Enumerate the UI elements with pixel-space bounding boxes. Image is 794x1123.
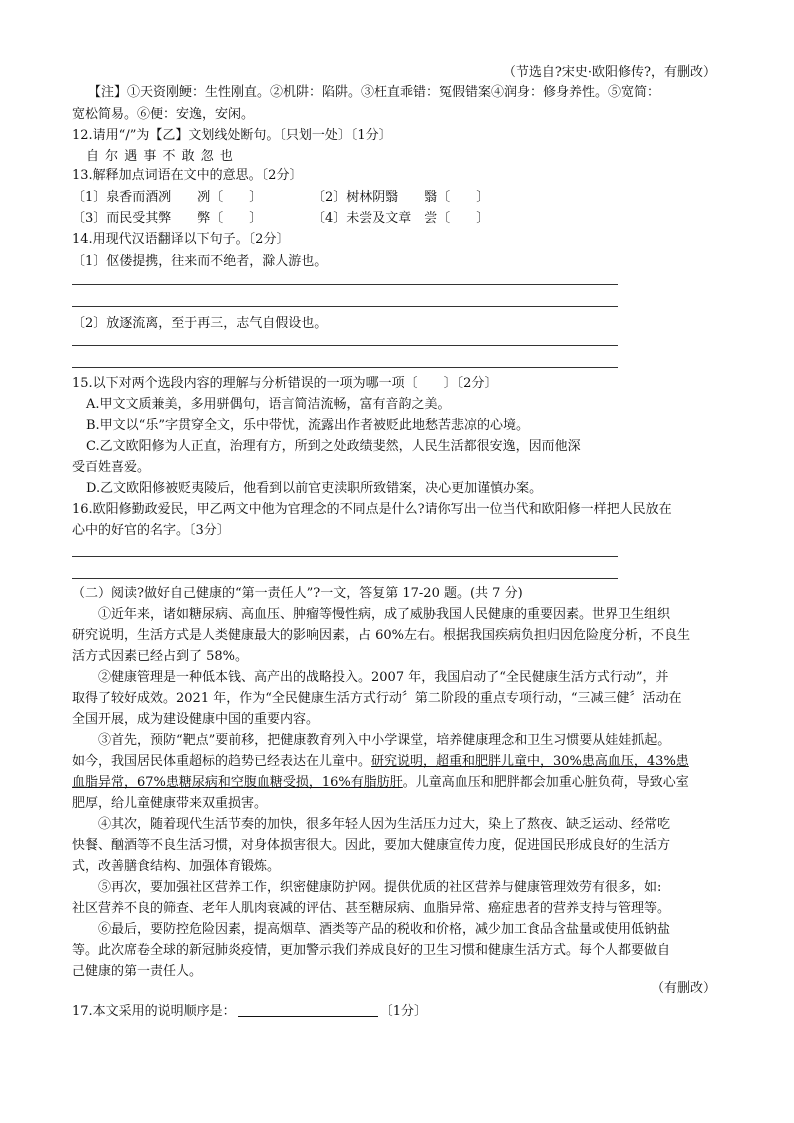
paragraph-6-line: ⑥最后，要防控危险因素，提高烟草、酒类等产品的税收和价格，减少加工食品含盐量或使用低钠盐: [98, 922, 671, 937]
paragraph-6-line: 等。此次席卷全球的新冠肺炎疫情，更加警示我们养成良好的卫生习惯和健康生活方式。每个人都要做自: [72, 943, 671, 958]
underlined-sentence: 研究说明，超重和肥胖儿童中，30%患高血压，43%患: [371, 754, 689, 769]
q17-points: 〔1分〕: [379, 1004, 427, 1019]
q15-option-d: D.乙文欧阳修被贬夷陵后，他看到以前官吏渎职所致错案，决心更加谨慎办案。: [86, 481, 543, 496]
answer-blank[interactable]: [238, 1002, 378, 1017]
paragraph-4-line: 式，改善膳食结构、加强体育锻炼。: [72, 859, 281, 874]
paragraph-6-line: 己健康的第一责任人。: [72, 964, 203, 979]
answer-line[interactable]: [72, 345, 618, 346]
paragraph-2-line: 全国开展，成为建设健康中国的重要内容。: [72, 712, 320, 727]
answer-line[interactable]: [72, 578, 618, 579]
paragraph-2-line: ②健康管理是一种低本钱、高产出的战略投入。2007 年，我国启动了“全民健康生活方式行动”，并: [98, 670, 669, 685]
paragraph-3-line: [72, 772, 689, 793]
q16-prompt-line-1: 16.欧阳修勤政爱民，甲乙两文中他为官理念的不同点是什么?请你写出一位当代和欧阳修一样把人民放在: [72, 502, 672, 517]
source-citation: （节选自?宋史·欧阳修传?，有删改）: [502, 65, 716, 80]
q12-sentence: 自 尔 遇 事 不 敢 忽 也: [86, 149, 234, 164]
paragraph-3-line: ③首先，预防“靶点”要前移，把健康教育列入中小学课堂，培养健康理念和卫生习惯要从娃娃抓起。: [98, 733, 671, 748]
q15-option-b: B.甲文以“乐”字贯穿全文，乐中带忧，流露出作者被贬此地愁苦悲凉的心境。: [86, 418, 529, 433]
q13-prompt: 13.解释加点词语在文中的意思。〔2分〕: [72, 168, 303, 183]
paragraph-5-line: ⑤再次，要加强社区营养工作，织密健康防护网。提供优质的社区营养与健康管理效劳有很多，如:: [98, 880, 662, 895]
q13-item-2: 〔2〕树林阴翳 翳〔 〕: [312, 190, 490, 205]
paragraph-3-line: [72, 751, 689, 772]
paragraph-2-line: 取得了较好成效。2021 年，作为“全民健康生活方式行动〞第二阶段的重点专项行动，“三减三健〞活动在: [72, 691, 682, 706]
paragraph-3-text: 如今，我国居民体重超标的趋势已经表达在儿童中。: [72, 754, 372, 769]
answer-line[interactable]: [72, 306, 618, 307]
paragraph-3-line: 肥厚，给儿童健康带来双重损害。: [72, 796, 268, 811]
revision-note: （有删改）: [650, 981, 716, 996]
paragraph-1-line: 研究说明，生活方式是人类健康最大的影响因素，占 60%左右。根据我国疾病负担归因危险度分析，不良生: [72, 628, 691, 643]
q13-item-3: 〔3〕而民受其弊 弊〔 〕: [72, 211, 263, 226]
q15-prompt: 15.以下对两个选段内容的理解与分析错误的一项为哪一项〔 〕〔2分〕: [72, 376, 498, 391]
q12-prompt: 12.请用“/”为【乙】文划线处断句。〔只划一处〕〔1分〕: [72, 128, 392, 143]
q14-sentence-1: 〔1〕伛偻提携，往来而不绝者，滁人游也。: [72, 254, 328, 269]
q15-option-a: A.甲文文质兼美，多用骈偶句，语言简洁流畅，富有音韵之美。: [86, 397, 451, 412]
q17-line: [72, 1001, 427, 1022]
paragraph-1-line: 活方式因素已经占到了 58%。: [72, 649, 249, 664]
q17-prompt: 17.本文采用的说明顺序是：: [72, 1004, 236, 1019]
paragraph-1-line: ①近年来，诸如糖尿病、高血压、肿瘤等慢性病，成了威胁我国人民健康的重要因素。世界卫生组织: [98, 607, 671, 622]
paragraph-4-line: ④其次，随着现代生活节奏的加快，很多年轻人因为生活压力过大，染上了熬夜、缺乏运动、经常吃: [98, 817, 671, 832]
note-line-2: 宽松简易。⑥便：安逸，安闲。: [72, 107, 255, 122]
underlined-sentence: 血脂异常，67%患糖尿病和空腹血糖受损，16%有脂肪肝: [72, 775, 403, 790]
q13-item-1: 〔1〕泉香而酒冽 冽〔 〕: [72, 190, 263, 205]
q16-prompt-line-2: 心中的好官的名字。〔3分〕: [72, 523, 230, 538]
answer-line[interactable]: [72, 367, 618, 368]
paragraph-3-text: 。儿童高血压和肥胖都会加重心脏负荷，导致心室: [402, 775, 689, 790]
q15-option-c-line-2: 受百姓喜爱。: [72, 460, 151, 475]
answer-line[interactable]: [72, 284, 618, 285]
q13-item-4: 〔4〕未尝及文章 尝〔 〕: [312, 211, 490, 226]
note-line-1: 【注】①天资刚鲠：生性刚直。②机阱：陷阱。③枉直乖错：冤假错案④润身：修身养性。⑤宽简：: [88, 85, 661, 100]
section2-heading: （二）阅读?做好自己健康的“第一责任人”?一文，答复第 17-20 题。(共 7 分): [72, 586, 523, 601]
q14-prompt: 14.用现代汉语翻译以下句子。〔2分〕: [72, 232, 290, 247]
answer-line[interactable]: [72, 556, 618, 557]
paragraph-4-line: 快餐、酗酒等不良生活习惯，对身体损害很大。因此，要加大健康宣传力度，促进国民形成良好的生活方: [72, 838, 671, 853]
q14-sentence-2: 〔2〕放逐流离，至于再三，志气自假设也。: [72, 316, 328, 331]
q15-option-c-line-1: C.乙文欧阳修为人正直，治理有方，所到之处政绩斐然，人民生活都很安逸，因而他深: [86, 439, 581, 454]
paragraph-5-line: 社区营养不良的筛查、老年人肌肉衰减的评估、甚至糖尿病、血脂异常、癌症患者的营养支持与管理等。: [72, 901, 671, 916]
